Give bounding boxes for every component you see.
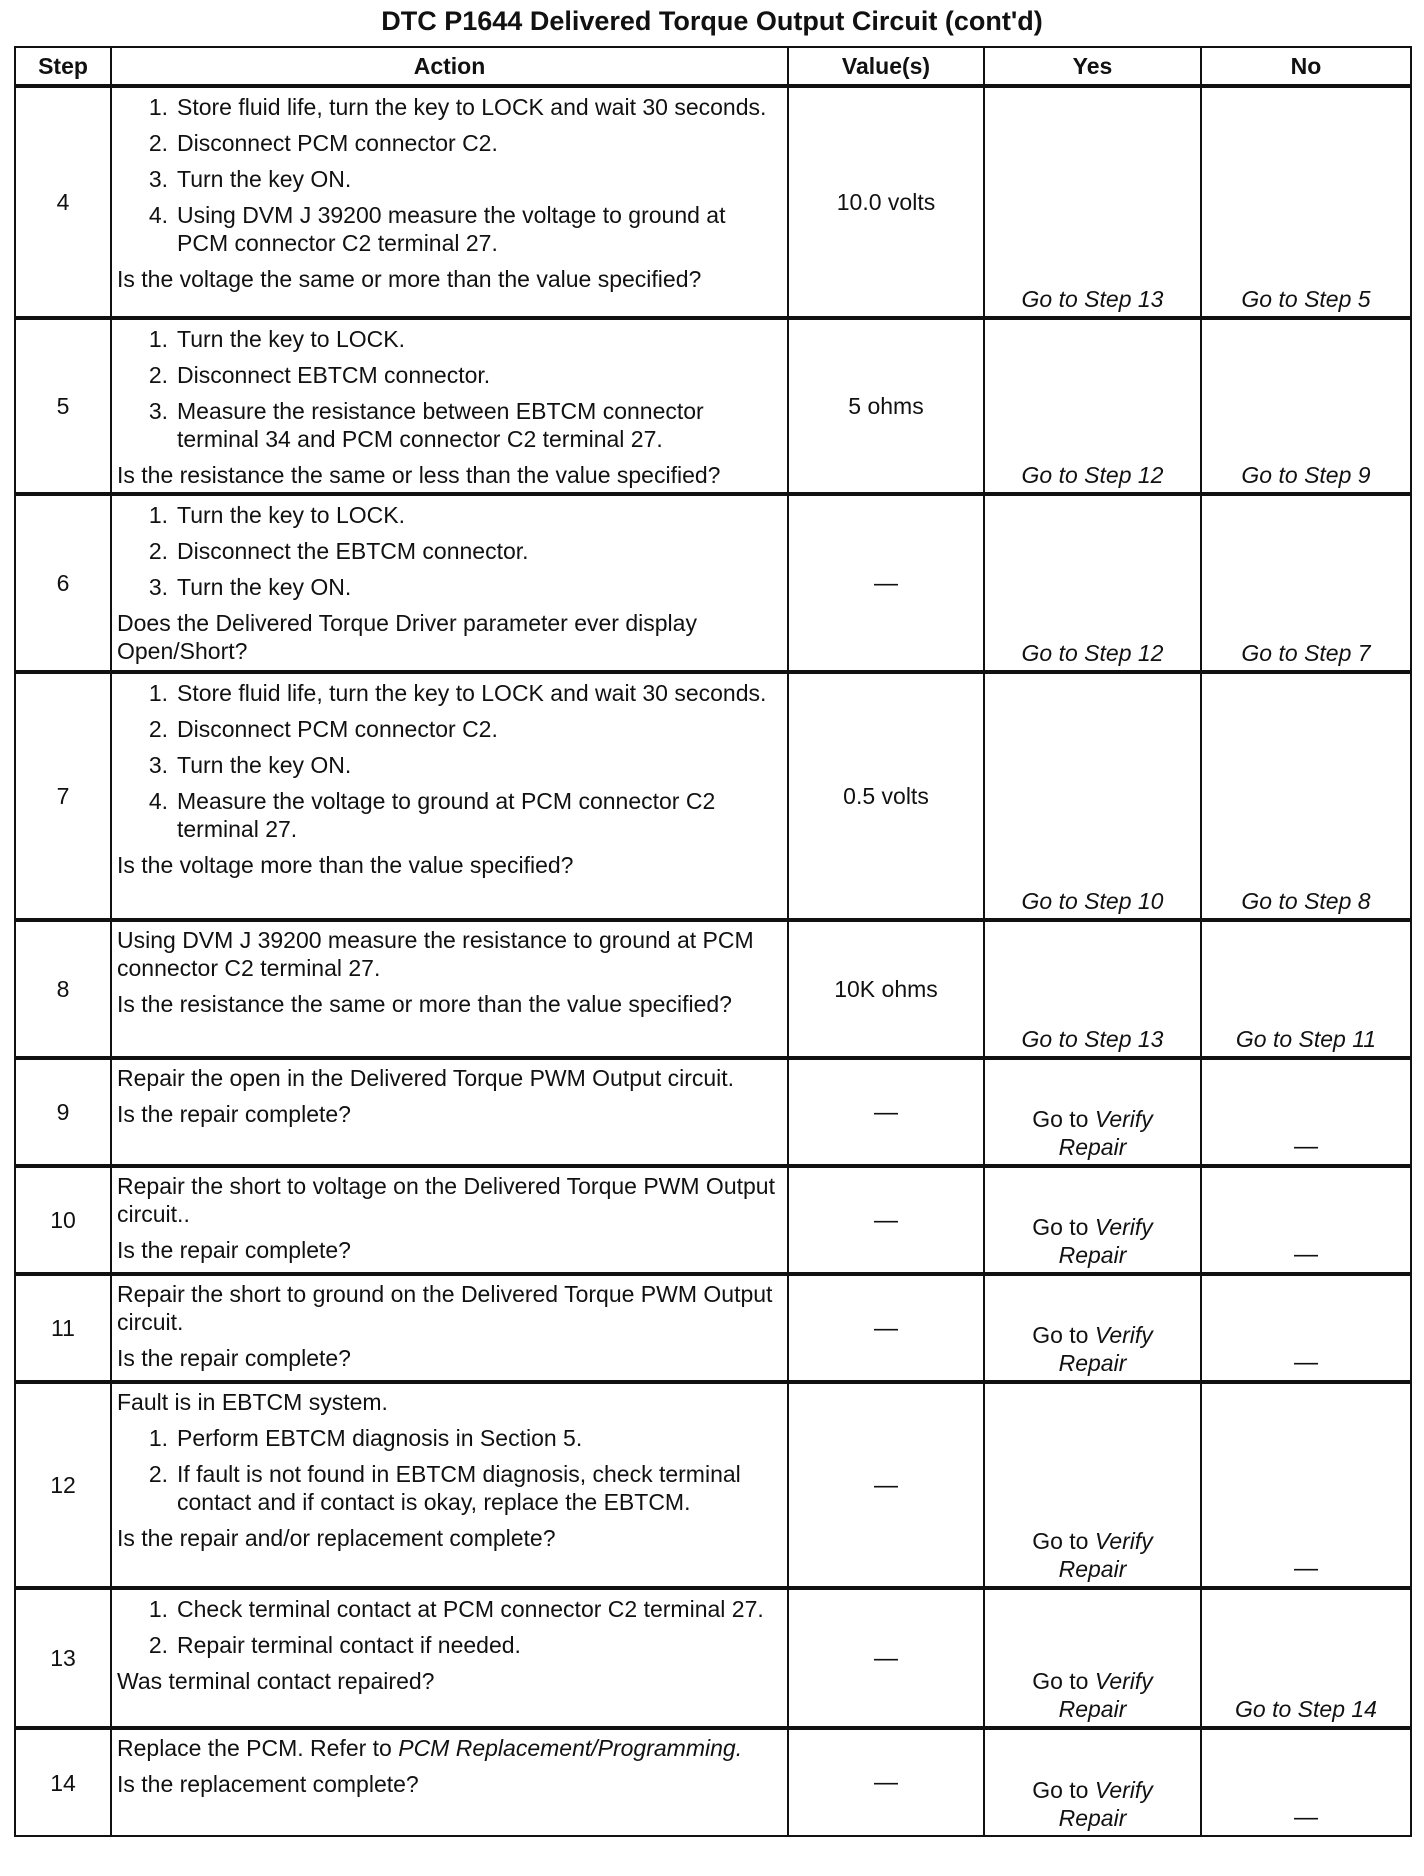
value-cell: 10K ohms [788, 920, 984, 1058]
table-header-row [15, 47, 1411, 86]
action-question: Was terminal contact repaired? [117, 1668, 435, 1695]
action-question: Is the repair complete? [117, 1345, 351, 1372]
step-number: 12 [15, 1382, 111, 1588]
value-cell: — [788, 1588, 984, 1728]
action-item: 4. Using DVM J 39200 measure the voltage to ground at PCM connector C2 terminal 27. [148, 202, 726, 257]
step-number: 10 [15, 1166, 111, 1274]
table-row [15, 318, 1411, 494]
value-cell: 10.0 volts [788, 86, 984, 318]
action-text: Using DVM J 39200 measure the resistance to ground at PCM connector C2 terminal 27. [117, 927, 754, 982]
yes-cell: Go to Verify Repair [984, 1588, 1201, 1728]
value-cell: — [788, 1166, 984, 1274]
action-item: 4. Measure the voltage to ground at PCM connector C2 terminal 27. [148, 788, 716, 843]
action-item: 3. Measure the resistance between EBTCM connector terminal 34 and PCM connector C2 terminal 27. [148, 398, 704, 453]
action-question: Is the voltage more than the value specified? [117, 852, 574, 879]
no-cell: Go to Step 8 [1201, 672, 1411, 920]
action-text: Fault is in EBTCM system. [117, 1389, 388, 1416]
yes-cell: Go to Step 12 [984, 318, 1201, 494]
action-item: 1. Turn the key to LOCK. [148, 502, 405, 529]
yes-cell: Go to Verify Repair [984, 1728, 1201, 1836]
column-header-step: Step [15, 47, 111, 86]
no-cell: Go to Step 14 [1201, 1588, 1411, 1728]
yes-cell: Go to Verify Repair [984, 1166, 1201, 1274]
step-number: 7 [15, 672, 111, 920]
action-question: Is the resistance the same or more than the value specified? [117, 991, 732, 1018]
no-cell: — [1201, 1166, 1411, 1274]
yes-cell: Go to Step 13 [984, 86, 1201, 318]
action-item: 1. Check terminal contact at PCM connector C2 terminal 27. [148, 1596, 764, 1623]
value-cell: 5 ohms [788, 318, 984, 494]
table-row [15, 1058, 1411, 1166]
value-cell: — [788, 494, 984, 672]
action-item: 1. Store fluid life, turn the key to LOCK and wait 30 seconds. [148, 680, 767, 707]
action-text: Repair the short to voltage on the Delivered Torque PWM Output circuit.. [117, 1173, 775, 1228]
action-cell [111, 86, 788, 318]
step-number: 6 [15, 494, 111, 672]
value-cell: — [788, 1728, 984, 1836]
no-cell: Go to Step 7 [1201, 494, 1411, 672]
value-cell: 0.5 volts [788, 672, 984, 920]
no-cell: Go to Step 5 [1201, 86, 1411, 318]
action-cell [111, 1058, 788, 1166]
column-header-value: Value(s) [788, 47, 984, 86]
action-question: Does the Delivered Torque Driver parameter ever display Open/Short? [117, 610, 697, 665]
column-header-yes: Yes [984, 47, 1201, 86]
no-cell: — [1201, 1382, 1411, 1588]
no-cell: — [1201, 1728, 1411, 1836]
no-cell: Go to Step 9 [1201, 318, 1411, 494]
action-item: 1. Store fluid life, turn the key to LOCK and wait 30 seconds. [148, 94, 767, 120]
action-question: Is the repair complete? [117, 1237, 351, 1264]
step-number: 9 [15, 1058, 111, 1166]
action-question: Is the replacement complete? [117, 1771, 419, 1798]
table-row [15, 672, 1411, 920]
yes-cell: Go to Step 13 [984, 920, 1201, 1058]
step-number: 11 [15, 1274, 111, 1382]
action-text: Replace the PCM. Refer to PCM Replacement/Programming. [117, 1735, 743, 1762]
table-row [15, 86, 1411, 318]
value-cell: — [788, 1058, 984, 1166]
action-cell [111, 1588, 788, 1728]
no-cell: Go to Step 11 [1201, 920, 1411, 1058]
table-row [15, 1166, 1411, 1274]
action-cell [111, 318, 788, 494]
column-header-action: Action [111, 47, 788, 86]
step-number: 4 [15, 86, 111, 318]
table-row [15, 1728, 1411, 1836]
action-cell [111, 1274, 788, 1382]
action-text: Repair the short to ground on the Delivered Torque PWM Output circuit. [117, 1281, 773, 1336]
reference-link-text: PCM Replacement/Programming. [398, 1735, 743, 1762]
action-item: 2. Disconnect PCM connector C2. [148, 716, 498, 743]
action-item: 1. Turn the key to LOCK. [148, 326, 405, 352]
table-row [15, 1382, 1411, 1588]
action-cell [111, 1166, 788, 1274]
table-row [15, 920, 1411, 1058]
table-row [15, 1274, 1411, 1382]
step-number: 14 [15, 1728, 111, 1836]
action-cell [111, 1728, 788, 1836]
action-question: Is the repair and/or replacement complete? [117, 1525, 556, 1552]
action-item: 2. Disconnect the EBTCM connector. [148, 538, 529, 565]
action-cell [111, 672, 788, 920]
value-cell: — [788, 1382, 984, 1588]
value-cell: — [788, 1274, 984, 1382]
action-cell [111, 1382, 788, 1588]
action-question: Is the resistance the same or less than the value specified? [117, 462, 721, 489]
diagnostic-table [14, 46, 1412, 1837]
action-item: 3. Turn the key ON. [148, 574, 352, 601]
no-cell: — [1201, 1058, 1411, 1166]
action-cell [111, 920, 788, 1058]
action-item: 2. If fault is not found in EBTCM diagnosis, check terminal contact and if contact is okay, replace the EBTCM. [148, 1461, 741, 1516]
step-number: 8 [15, 920, 111, 1058]
table-row [15, 1588, 1411, 1728]
no-cell: — [1201, 1274, 1411, 1382]
yes-cell: Go to Verify Repair [984, 1382, 1201, 1588]
action-item: 2. Disconnect PCM connector C2. [148, 130, 498, 157]
action-item: 2. Disconnect EBTCM connector. [148, 362, 491, 389]
yes-cell: Go to Step 10 [984, 672, 1201, 920]
yes-cell: Go to Verify Repair [984, 1058, 1201, 1166]
action-item: 2. Repair terminal contact if needed. [148, 1632, 521, 1659]
column-header-no: No [1201, 47, 1411, 86]
step-number: 5 [15, 318, 111, 494]
yes-cell: Go to Verify Repair [984, 1274, 1201, 1382]
step-number: 13 [15, 1588, 111, 1728]
action-item: 1. Perform EBTCM diagnosis in Section 5. [148, 1425, 583, 1452]
action-question: Is the voltage the same or more than the value specified? [117, 266, 702, 293]
action-cell [111, 494, 788, 672]
page-title: DTC P1644 Delivered Torque Output Circuit (cont'd) [381, 6, 1043, 36]
action-question: Is the repair complete? [117, 1101, 351, 1128]
table-row [15, 494, 1411, 672]
yes-cell: Go to Step 12 [984, 494, 1201, 672]
action-item: 3. Turn the key ON. [148, 752, 352, 779]
action-item: 3. Turn the key ON. [148, 166, 352, 193]
action-text: Repair the open in the Delivered Torque PWM Output circuit. [117, 1065, 735, 1092]
